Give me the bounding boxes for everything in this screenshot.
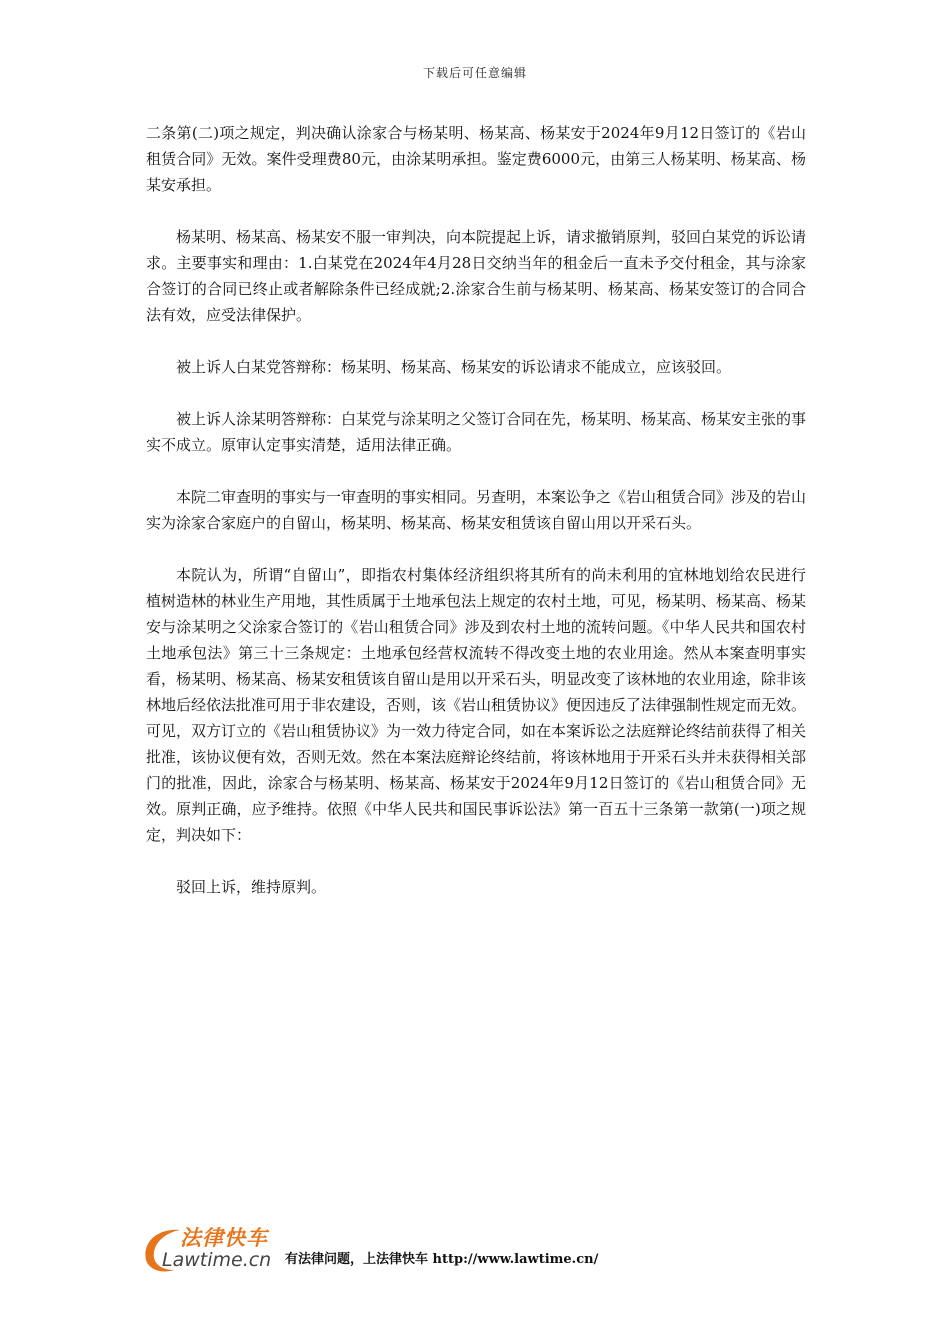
paragraph-judgment-continuation: 二条第(二)项之规定，判决确认涂家合与杨某明、杨某高、杨某安于2024年9月12日签订的《岩山租赁合同》无效。案件受理费80元，由涂某明承担。鉴定费6000元，由第三人杨某明、杨某高、杨某安承担。 (146, 124, 806, 194)
page-header: 下载后可任意编辑 (422, 66, 527, 80)
document-body (146, 120, 806, 926)
footer-slogan[interactable]: 有法律问题，上法律快车 http://www.lawtime.cn/ (285, 1252, 599, 1267)
lawtime-logo[interactable] (140, 1222, 285, 1278)
paragraph-defense-bai: 被上诉人白某党答辩称：杨某明、杨某高、杨某安的诉讼请求不能成立，应该驳回。 (176, 358, 732, 376)
logo-chinese-name: 法律快车 (180, 1226, 268, 1250)
paragraph-defense-tu: 被上诉人涂某明答辩称：白某党与涂某明之父签订合同在先，杨某明、杨某高、杨某安主张的事实不成立。原审认定事实清楚，适用法律正确。 (146, 410, 807, 454)
paragraph-appeal: 杨某明、杨某高、杨某安不服一审判决，向本院提起上诉，请求撤销原判，驳回白某党的诉讼请求。主要事实和理由：1.白某党在2024年4月28日交纳当年的租金后一直未予交付租金，其与涂家合签订的合同已终止或者解除条件已经成就;2.涂家合生前与杨某明、杨某高、杨某安签订的合同合法有效，应受法律保护。 (146, 228, 807, 324)
footer (140, 1222, 840, 1278)
logo-english-name: Lawtime.cn (162, 1249, 272, 1271)
paragraph-findings: 本院二审查明的事实与一审查明的事实相同。另查明，本案讼争之《岩山租赁合同》涉及的岩山实为涂家合家庭户的自留山，杨某明、杨某高、杨某安租赁该自留山用以开采石头。 (146, 488, 807, 532)
paragraph-ruling: 驳回上诉，维持原判。 (176, 878, 327, 896)
paragraph-court-opinion: 本院认为，所谓“自留山”，即指农村集体经济组织将其所有的尚未利用的宜林地划给农民进行植树造林的林业生产用地，其性质属于土地承包法上规定的农村土地，可见，杨某明、杨某高、杨某安与涂某明之父涂家合签订的《岩山租赁合同》涉及到农村土地的流转问题。《中华人民共和国农村土地承包法》第三十三条规定：土地承包经营权流转不得改变土地的农业用途。然从本案查明事实看，杨某明、杨某高、杨某安租赁该自留山是用以开采石头，明显改变了该林地的农业用途，除非该林地后经依法批准可用于非农建设，否则，该《岩山租赁协议》便因违反了法律强制性规定而无效。可见，双方订立的《岩山租赁协议》为一效力待定合同，如在本案诉讼之法庭辩论终结前获得了相关批准，该协议便有效，否则无效。然在本案法庭辩论终结前，将该林地用于开采石头并未获得相关部门的批准，因此，涂家合与杨某明、杨某高、杨某安于2024年9月12日签订的《岩山租赁合同》无效。原判正确，应予维持。依照《中华人民共和国民事诉讼法》第一百五十三条第一款第(一)项之规定，判决如下： (146, 566, 807, 844)
